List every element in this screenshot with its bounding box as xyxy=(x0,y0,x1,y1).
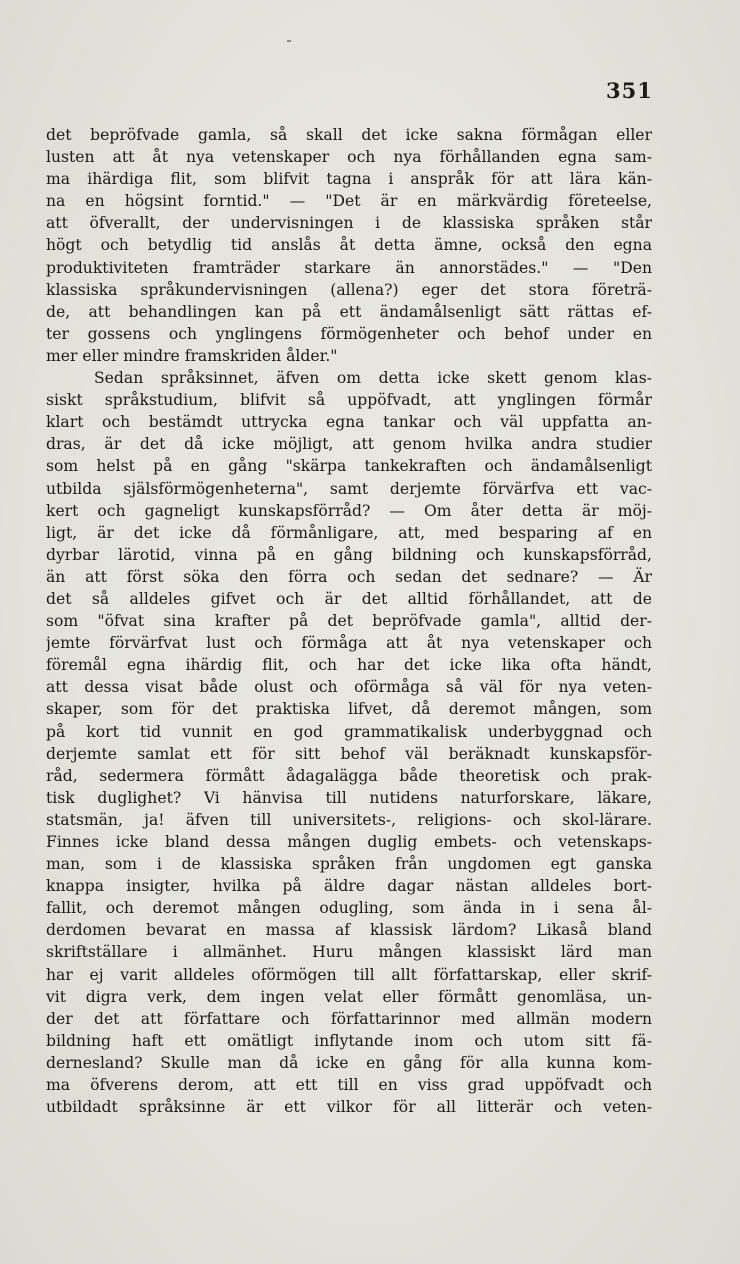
text-line: utbildadt språksinne är ett vilkor för all litterär och veten- xyxy=(46,1098,652,1117)
text-line: Finnes icke bland dessa mången duglig embets- och vetenskaps- xyxy=(46,833,652,851)
print-speck xyxy=(287,40,291,42)
text-line: skaper, som för det praktiska lifvet, då deremot mången, som xyxy=(46,700,652,719)
text-line: siskt språkstudium, blifvit så uppöfvadt, att ynglingen förmår xyxy=(46,391,652,410)
text-line: dernesland? Skulle man då icke en gång för alla kunna kom- xyxy=(46,1053,652,1072)
text-line: som helst på en gång "skärpa tankekraften och ändamålsenligt xyxy=(46,457,652,476)
text-line: föremål egna ihärdig flit, och har det icke lika ofta händt, xyxy=(46,656,652,675)
text-line: dyrbar lärotid, vinna på en gång bildning och kunskapsförråd, xyxy=(46,545,652,564)
text-line: derdomen bevarat en massa af klassisk lärdom? Likaså bland xyxy=(46,921,652,940)
text-line: derjemte samlat ett för sitt behof väl beräknadt kunskapsför- xyxy=(46,744,652,763)
paragraph-start-line: Sedan språksinnet, äfven om detta icke skett genom klas- xyxy=(94,369,652,388)
text-line: ligt, är det icke då förmånligare, att, med besparing af en xyxy=(46,523,652,542)
text-line: klart och bestämdt uttrycka egna tankar och väl uppfatta an- xyxy=(46,413,652,432)
text-line: bildning haft ett omätligt inflytande inom och utom sitt fä- xyxy=(46,1031,652,1050)
text-line: det så alldeles gifvet och är det alltid förhållandet, att de xyxy=(46,589,652,608)
text-line: det bepröfvade gamla, så skall det icke sakna förmågan eller xyxy=(46,126,652,144)
text-line: man, som i de klassiska språken från ungdomen egt ganska xyxy=(46,855,652,874)
text-line: ma öfverens derom, att ett till en viss grad uppöfvadt och xyxy=(46,1076,652,1095)
text-line: skriftställare i allmänhet. Huru mången klassiskt lärd man xyxy=(46,943,652,962)
text-line: klassiska språkundervisningen (allena?) eger det stora företrä- xyxy=(46,280,652,299)
text-line: dras, är det då icke möjligt, att genom hvilka andra studier xyxy=(46,435,652,454)
text-line: att öfverallt, der undervisningen i de klassiska språken står xyxy=(46,214,652,233)
text-line: högt och betydlig tid anslås åt detta ämne, också den egna xyxy=(46,236,652,255)
text-line: fallit, och deremot mången odugling, som ända in i sena ål- xyxy=(46,899,652,918)
text-line: jemte förvärfvat lust och förmåga att åt nya vetenskaper och xyxy=(46,634,652,653)
page-number: 351 xyxy=(606,78,653,103)
text-line: statsmän, ja! äfven till universitets-, religions- och skol-lärare. xyxy=(46,810,652,829)
text-line: att dessa visat både olust och oförmåga så väl för nya veten- xyxy=(46,678,652,697)
text-line: produktiviteten framträder starkare än annorstädes." — "Den xyxy=(46,258,652,277)
text-line: utbilda själsförmögenheterna", samt derjemte förvärfva ett vac- xyxy=(46,479,652,498)
text-line: har ej varit alldeles oförmögen till allt författarskap, eller skrif- xyxy=(46,965,652,984)
paragraph-end-line: mer eller mindre framskriden ålder." xyxy=(46,346,338,365)
text-line: som "öfvat sina krafter på det bepröfvade gamla", alltid der- xyxy=(46,612,652,631)
text-line: på kort tid vunnit en god grammatikalisk underbyggnad och xyxy=(46,722,652,741)
text-line: kert och gagneligt kunskapsförråd? — Om åter detta är möj- xyxy=(46,501,652,520)
text-line: råd, sedermera förmått ådagalägga både theoretisk och prak- xyxy=(46,766,652,785)
text-line: knappa insigter, hvilka på äldre dagar nästan alldeles bort- xyxy=(46,877,652,896)
text-line: tisk duglighet? Vi hänvisa till nutidens naturforskare, läkare, xyxy=(46,788,652,807)
text-line: der det att författare och författarinnor med allmän modern xyxy=(46,1009,652,1028)
text-line: na en högsint forntid." — "Det är en märkvärdig företeelse, xyxy=(46,192,652,211)
body-text xyxy=(46,124,652,1118)
text-line: än att först söka den förra och sedan det sednare? — Är xyxy=(46,567,652,586)
text-line: ter gossens och ynglingens förmögenheter och behof under en xyxy=(46,324,652,343)
text-line: lusten att åt nya vetenskaper och nya förhållanden egna sam- xyxy=(46,148,652,167)
text-line: vit digra verk, dem ingen velat eller förmått genomläsa, un- xyxy=(46,987,652,1006)
text-line: ma ihärdiga flit, som blifvit tagna i anspråk för att lära kän- xyxy=(46,170,652,189)
text-line: de, att behandlingen kan på ett ändamålsenligt sätt rättas ef- xyxy=(46,302,652,321)
